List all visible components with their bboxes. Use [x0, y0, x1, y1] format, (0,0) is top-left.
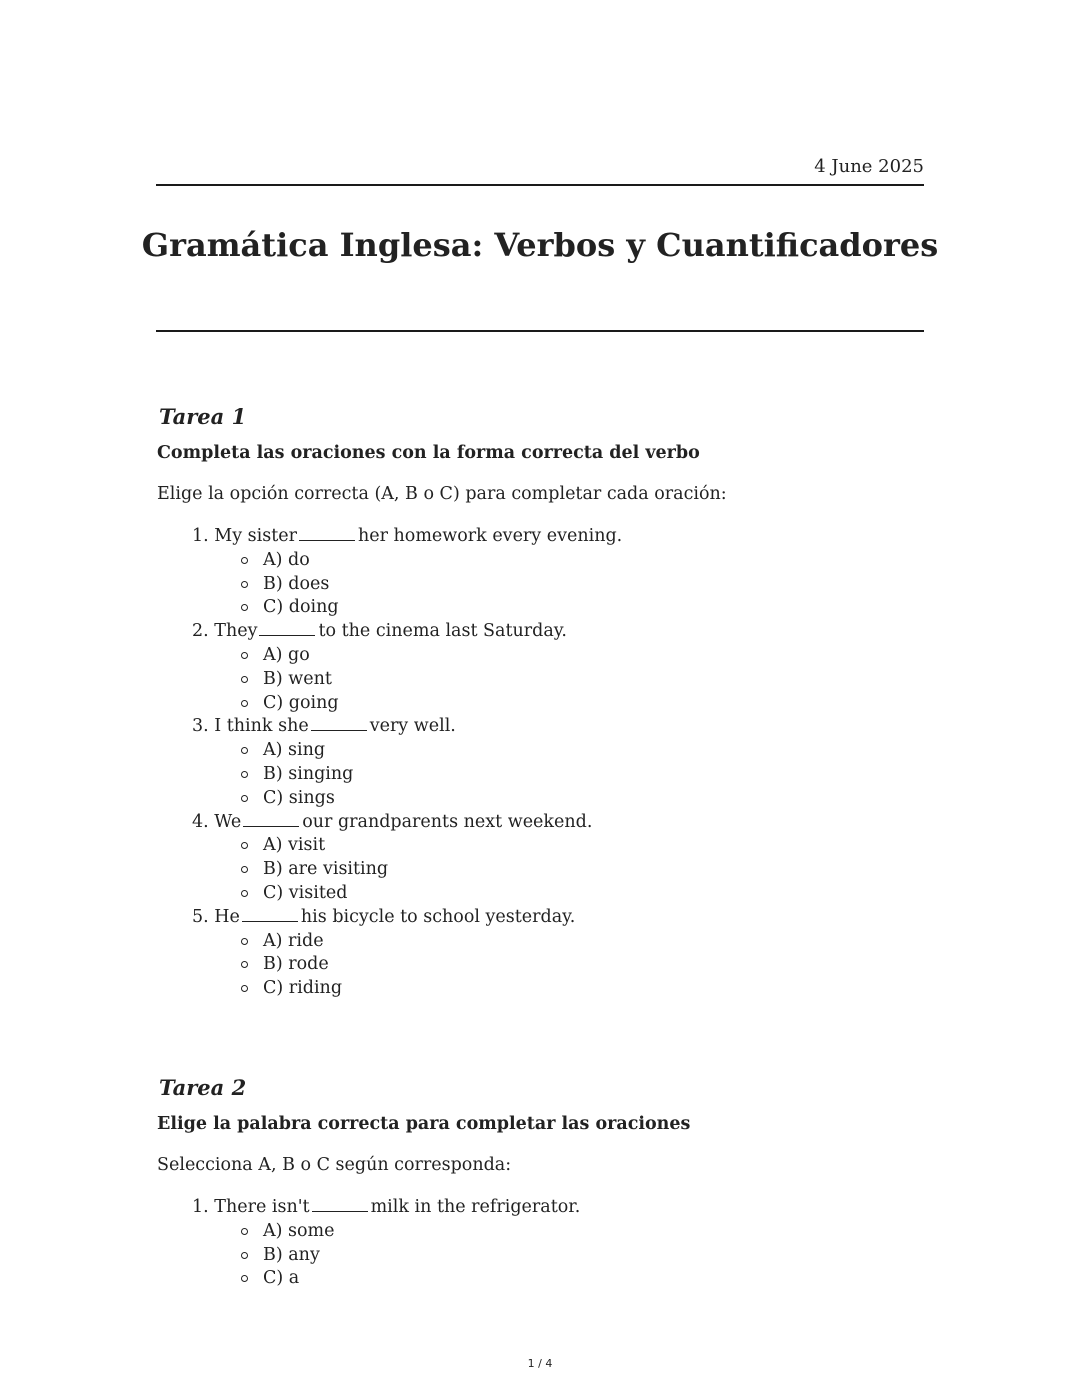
option-label: C) visited [263, 882, 348, 903]
option-item [157, 549, 924, 573]
option-item [157, 834, 924, 858]
option-list [157, 930, 924, 1001]
answer-blank [299, 525, 355, 541]
circle-bullet-icon [241, 890, 248, 897]
circle-bullet-icon [241, 771, 248, 778]
circle-bullet-icon [241, 1228, 248, 1235]
task-instruction: Elige la opción correcta (A, B o C) para completar cada oración: [157, 484, 727, 504]
task-heading: Tarea 1 [159, 404, 247, 429]
option-item [157, 763, 924, 787]
option-label: C) going [263, 692, 339, 713]
option-item [157, 668, 924, 692]
option-list [157, 549, 924, 620]
question-text [157, 906, 924, 930]
circle-bullet-icon [241, 557, 248, 564]
question-number: 5. [192, 906, 209, 927]
option-item [157, 953, 924, 977]
question-before: My sister [214, 526, 297, 546]
option-label: B) went [263, 668, 332, 689]
document-title: Gramática Inglesa: Verbos y Cuantificadores [141, 226, 939, 264]
question-after: our grandparents next weekend. [302, 811, 593, 832]
circle-bullet-icon [241, 938, 248, 945]
question-number: 1. [192, 1197, 209, 1217]
option-label: B) rode [263, 954, 329, 975]
question-item [157, 1196, 924, 1291]
question-number: 3. [192, 716, 209, 737]
question-number: 1. [192, 526, 209, 546]
option-label: A) some [263, 1220, 335, 1241]
question-item [157, 620, 924, 715]
question-list [157, 525, 924, 1001]
option-item [157, 882, 924, 906]
task-instruction: Selecciona A, B o C según corresponda: [157, 1155, 512, 1175]
option-item [157, 787, 924, 811]
question-number: 4. [192, 811, 209, 832]
circle-bullet-icon [241, 985, 248, 992]
question-item [157, 906, 924, 1001]
answer-blank [259, 620, 315, 636]
option-label: A) ride [263, 930, 324, 951]
question-number: 2. [192, 621, 209, 642]
document-date: 4 June 2025 [814, 156, 924, 177]
option-label: A) do [263, 549, 310, 570]
answer-blank [242, 906, 298, 922]
page-number: 1 / 4 [527, 1357, 553, 1370]
option-item [157, 596, 924, 620]
option-list [157, 739, 924, 810]
option-label: B) does [263, 573, 330, 594]
option-item [157, 1244, 924, 1268]
question-after: milk in the refrigerator. [370, 1197, 581, 1217]
circle-bullet-icon [241, 652, 248, 659]
circle-bullet-icon [241, 747, 248, 754]
question-item [157, 811, 924, 906]
question-text [157, 1196, 924, 1220]
option-label: B) singing [263, 763, 354, 784]
task-heading: Tarea 2 [159, 1075, 247, 1100]
circle-bullet-icon [241, 1275, 248, 1282]
question-before: He [214, 906, 240, 927]
circle-bullet-icon [241, 676, 248, 683]
option-list [157, 644, 924, 715]
question-before: They [214, 621, 258, 642]
option-label: C) doing [263, 597, 339, 618]
option-label: B) are visiting [263, 859, 389, 880]
question-text [157, 525, 924, 549]
question-after: to the cinema last Saturday. [318, 621, 567, 642]
circle-bullet-icon [241, 866, 248, 873]
option-item [157, 644, 924, 668]
question-after: his bicycle to school yesterday. [300, 906, 576, 927]
option-label: A) sing [263, 740, 326, 761]
question-text [157, 715, 924, 739]
task-subtitle: Completa las oraciones con la forma correcta del verbo [157, 443, 700, 463]
answer-blank [312, 1196, 368, 1212]
question-before: I think she [214, 716, 309, 737]
circle-bullet-icon [241, 961, 248, 968]
option-list [157, 1220, 924, 1291]
option-label: A) go [263, 644, 310, 665]
task-section-2 [157, 1075, 924, 1291]
answer-blank [311, 715, 367, 731]
option-item [157, 858, 924, 882]
question-item [157, 525, 924, 620]
option-label: C) riding [263, 978, 343, 999]
question-text [157, 620, 924, 644]
option-item [157, 739, 924, 763]
option-item [157, 977, 924, 1001]
circle-bullet-icon [241, 795, 248, 802]
option-item [157, 1220, 924, 1244]
option-item [157, 573, 924, 597]
question-text [157, 811, 924, 835]
circle-bullet-icon [241, 604, 248, 611]
option-item [157, 692, 924, 716]
circle-bullet-icon [241, 842, 248, 849]
question-list [157, 1196, 924, 1291]
question-after: her homework every evening. [357, 526, 623, 546]
option-label: C) sings [263, 787, 335, 808]
header-rule-bottom [156, 330, 924, 332]
task-subtitle: Elige la palabra correcta para completar las oraciones [157, 1114, 691, 1134]
option-list [157, 834, 924, 905]
question-item [157, 715, 924, 810]
option-item [157, 1267, 924, 1291]
task-section-1 [157, 404, 924, 1001]
circle-bullet-icon [241, 1252, 248, 1259]
option-label: B) any [263, 1244, 320, 1265]
question-after: very well. [369, 716, 456, 737]
circle-bullet-icon [241, 700, 248, 707]
option-item [157, 930, 924, 954]
question-before: There isn't [214, 1197, 310, 1217]
header-rule-top [156, 184, 924, 186]
circle-bullet-icon [241, 581, 248, 588]
answer-blank [243, 811, 299, 827]
question-before: We [214, 811, 242, 832]
option-label: A) visit [263, 835, 326, 856]
option-label: C) a [263, 1268, 300, 1289]
